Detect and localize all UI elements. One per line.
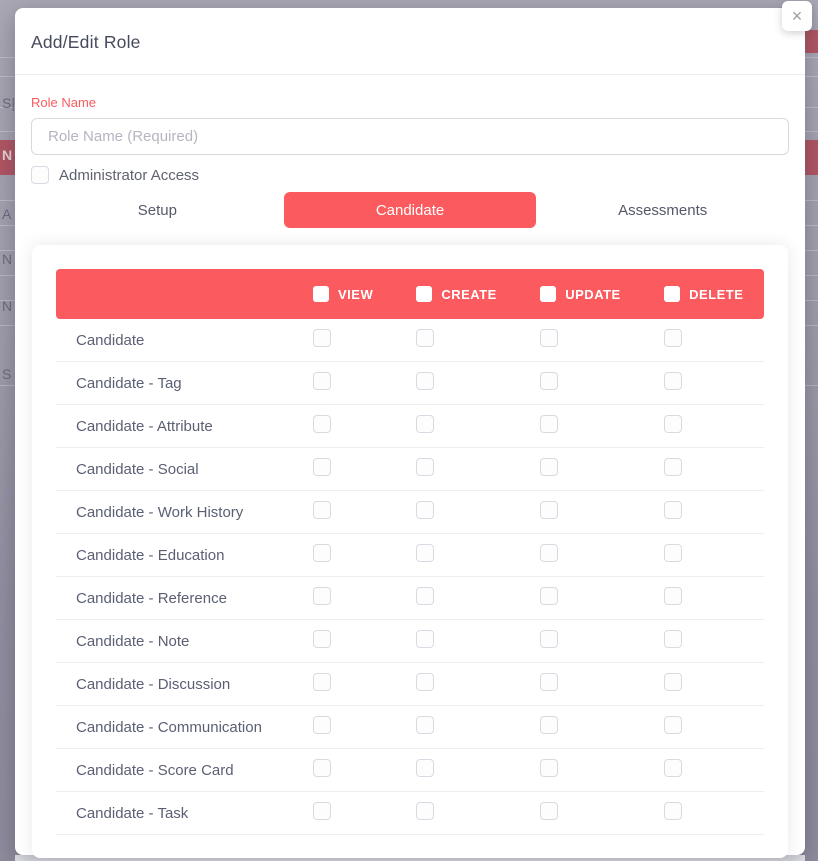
delete-column-label: DELETE <box>689 286 744 302</box>
select-all-update-checkbox[interactable] <box>540 286 556 302</box>
update-cell <box>540 802 664 825</box>
view-cell <box>313 673 416 696</box>
perm-column-header-view <box>313 286 416 302</box>
backdrop-text-fragment: S <box>2 366 12 382</box>
update-cell <box>540 458 664 481</box>
view-cell <box>313 372 416 395</box>
create-checkbox[interactable] <box>416 802 434 820</box>
view-checkbox[interactable] <box>313 329 331 347</box>
table-row <box>56 663 764 706</box>
view-cell <box>313 802 416 825</box>
create-checkbox[interactable] <box>416 544 434 562</box>
modal-header <box>15 8 805 75</box>
view-checkbox[interactable] <box>313 544 331 562</box>
view-checkbox[interactable] <box>313 630 331 648</box>
view-cell <box>313 759 416 782</box>
permission-row-label: Candidate - Work History <box>76 503 244 521</box>
update-cell <box>540 630 664 653</box>
update-cell <box>540 415 664 438</box>
delete-cell <box>664 415 764 438</box>
table-row <box>56 706 764 749</box>
modal-body <box>15 75 805 858</box>
update-checkbox[interactable] <box>540 329 558 347</box>
update-checkbox[interactable] <box>540 673 558 691</box>
update-cell <box>540 501 664 524</box>
backdrop-text-fragment: N <box>2 298 13 314</box>
admin-access-label: Administrator Access <box>59 166 200 184</box>
delete-checkbox[interactable] <box>664 630 682 648</box>
tab-setup[interactable]: Setup <box>137 201 177 219</box>
delete-checkbox[interactable] <box>664 673 682 691</box>
update-cell <box>540 372 664 395</box>
delete-checkbox[interactable] <box>664 329 682 347</box>
select-all-view-checkbox[interactable] <box>313 286 329 302</box>
update-cell <box>540 544 664 567</box>
create-cell <box>416 587 540 610</box>
update-checkbox[interactable] <box>540 372 558 390</box>
permissions-card <box>32 245 788 858</box>
permission-row-label: Candidate - Score Card <box>76 761 234 779</box>
view-column-label: VIEW <box>338 286 374 302</box>
backdrop-text-fragment: S| <box>2 95 15 111</box>
card-bottom-spacer <box>56 835 764 857</box>
select-all-create-checkbox[interactable] <box>416 286 432 302</box>
view-checkbox[interactable] <box>313 372 331 390</box>
delete-checkbox[interactable] <box>664 587 682 605</box>
permission-row-label: Candidate - Social <box>76 460 199 478</box>
view-cell <box>313 630 416 653</box>
permission-row-label: Candidate - Education <box>76 546 225 564</box>
delete-cell <box>664 716 764 739</box>
update-checkbox[interactable] <box>540 415 558 433</box>
view-cell <box>313 458 416 481</box>
role-name-label: Role Name <box>31 95 97 110</box>
permission-row-label: Candidate - Note <box>76 632 190 650</box>
update-checkbox[interactable] <box>540 544 558 562</box>
table-row <box>56 577 764 620</box>
perm-column-header-update <box>540 286 664 302</box>
view-checkbox[interactable] <box>313 415 331 433</box>
table-row <box>56 620 764 663</box>
view-cell <box>313 544 416 567</box>
permission-row-label: Candidate - Reference <box>76 589 227 607</box>
create-column-label: CREATE <box>441 286 497 302</box>
delete-checkbox[interactable] <box>664 372 682 390</box>
delete-checkbox[interactable] <box>664 802 682 820</box>
permission-row-label: Candidate - Attribute <box>76 417 213 435</box>
delete-checkbox[interactable] <box>664 544 682 562</box>
permission-row-label: Candidate <box>76 331 145 349</box>
table-row <box>56 448 764 491</box>
update-checkbox[interactable] <box>540 458 558 476</box>
create-cell <box>416 415 540 438</box>
delete-checkbox[interactable] <box>664 501 682 519</box>
view-cell <box>313 329 416 352</box>
update-cell <box>540 587 664 610</box>
delete-cell <box>664 802 764 825</box>
table-row <box>56 792 764 835</box>
update-cell <box>540 329 664 352</box>
create-checkbox[interactable] <box>416 673 434 691</box>
table-row <box>56 491 764 534</box>
update-checkbox[interactable] <box>540 802 558 820</box>
create-cell <box>416 372 540 395</box>
backdrop-text-fragment: A <box>2 206 12 222</box>
create-cell <box>416 630 540 653</box>
backdrop-text-fragment: N <box>2 251 13 267</box>
create-checkbox[interactable] <box>416 415 434 433</box>
update-checkbox[interactable] <box>540 587 558 605</box>
delete-cell <box>664 501 764 524</box>
modal-title: Add/Edit Role <box>31 32 141 52</box>
view-checkbox[interactable] <box>313 716 331 734</box>
table-row <box>56 405 764 448</box>
add-edit-role-modal <box>15 8 805 855</box>
create-checkbox[interactable] <box>416 329 434 347</box>
tab-assessments[interactable]: Assessments <box>618 201 708 219</box>
create-cell <box>416 716 540 739</box>
update-checkbox[interactable] <box>540 759 558 777</box>
create-checkbox[interactable] <box>416 716 434 734</box>
delete-checkbox[interactable] <box>664 759 682 777</box>
delete-cell <box>664 372 764 395</box>
permission-row-label: Candidate - Discussion <box>76 675 231 693</box>
delete-cell <box>664 673 764 696</box>
tab-candidate[interactable]: Candidate <box>284 192 537 228</box>
create-cell <box>416 458 540 481</box>
select-all-delete-checkbox[interactable] <box>664 286 680 302</box>
view-checkbox[interactable] <box>313 802 331 820</box>
create-checkbox[interactable] <box>416 458 434 476</box>
table-row <box>56 749 764 792</box>
update-cell <box>540 759 664 782</box>
view-cell <box>313 415 416 438</box>
create-checkbox[interactable] <box>416 372 434 390</box>
create-cell <box>416 501 540 524</box>
close-icon[interactable]: × <box>782 1 812 31</box>
create-cell <box>416 802 540 825</box>
delete-checkbox[interactable] <box>664 458 682 476</box>
view-cell <box>313 501 416 524</box>
delete-cell <box>664 329 764 352</box>
backdrop-text-fragment: N <box>2 147 13 163</box>
view-checkbox[interactable] <box>313 673 331 691</box>
view-checkbox[interactable] <box>313 759 331 777</box>
view-checkbox[interactable] <box>313 458 331 476</box>
update-checkbox[interactable] <box>540 501 558 519</box>
update-checkbox[interactable] <box>540 630 558 648</box>
admin-access-row <box>31 164 789 186</box>
delete-cell <box>664 544 764 567</box>
update-column-label: UPDATE <box>565 286 621 302</box>
perm-column-header-delete <box>664 286 764 302</box>
view-checkbox[interactable] <box>313 587 331 605</box>
view-cell <box>313 716 416 739</box>
create-cell <box>416 759 540 782</box>
table-row <box>56 319 764 362</box>
table-row <box>56 362 764 405</box>
delete-cell <box>664 458 764 481</box>
create-checkbox[interactable] <box>416 630 434 648</box>
create-cell <box>416 544 540 567</box>
permissions-rows <box>56 319 764 835</box>
perm-column-header-create <box>416 286 540 302</box>
create-checkbox[interactable] <box>416 501 434 519</box>
delete-cell <box>664 587 764 610</box>
delete-checkbox[interactable] <box>664 415 682 433</box>
update-cell <box>540 716 664 739</box>
permission-row-label: Candidate - Tag <box>76 374 182 392</box>
create-cell <box>416 329 540 352</box>
create-checkbox[interactable] <box>416 759 434 777</box>
permission-row-label: Candidate - Task <box>76 804 189 822</box>
delete-cell <box>664 759 764 782</box>
update-checkbox[interactable] <box>540 716 558 734</box>
delete-checkbox[interactable] <box>664 716 682 734</box>
delete-cell <box>664 630 764 653</box>
permission-row-label: Candidate - Communication <box>76 718 262 736</box>
update-cell <box>540 673 664 696</box>
create-checkbox[interactable] <box>416 587 434 605</box>
tab-bar <box>31 192 789 228</box>
admin-access-checkbox[interactable] <box>31 166 49 184</box>
create-cell <box>416 673 540 696</box>
view-checkbox[interactable] <box>313 501 331 519</box>
role-name-input[interactable] <box>31 118 789 155</box>
table-row <box>56 534 764 577</box>
view-cell <box>313 587 416 610</box>
permissions-header-row <box>56 269 764 319</box>
